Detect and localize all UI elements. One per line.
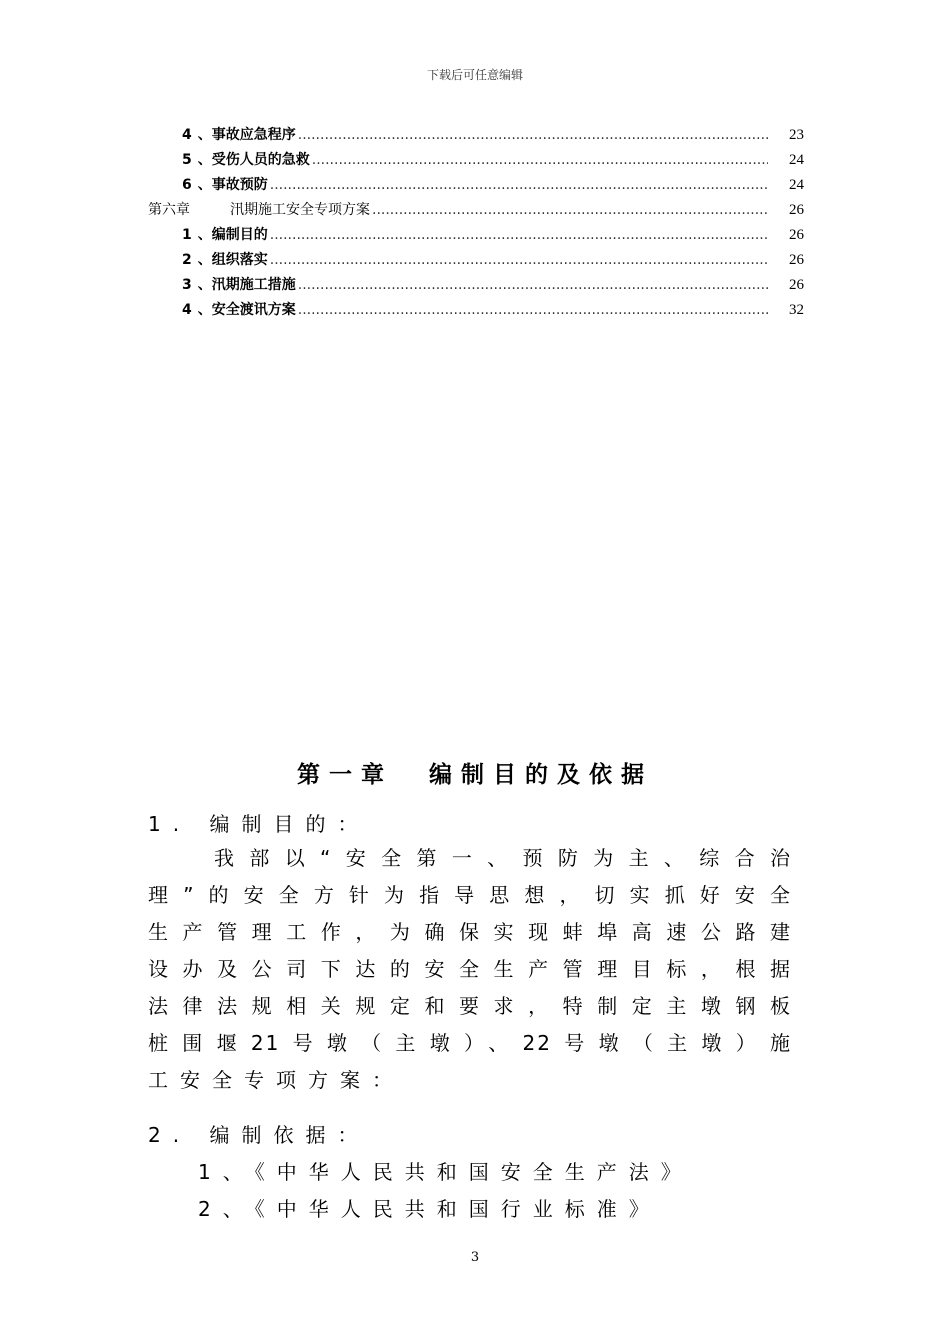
toc-entry-number: 2 bbox=[182, 252, 192, 268]
toc-entry-title: 、组织落实 bbox=[197, 252, 268, 268]
toc-entry-title: 、安全渡讯方案 bbox=[197, 302, 296, 318]
toc-entry-page: 32 bbox=[789, 302, 804, 318]
toc-entry[interactable] bbox=[148, 274, 804, 299]
toc-entry[interactable] bbox=[148, 299, 804, 324]
toc-chapter-label: 第六章 bbox=[148, 202, 190, 218]
chapter-heading bbox=[0, 756, 950, 789]
toc-entry[interactable] bbox=[148, 149, 804, 174]
toc-entry-page: 26 bbox=[789, 227, 804, 243]
toc-leader bbox=[298, 127, 768, 143]
toc-entry-page: 24 bbox=[789, 177, 804, 193]
paragraph-line: 我部以“安全第一、预防为主、综合治 bbox=[214, 846, 792, 870]
toc-entry-number: 6 bbox=[182, 177, 192, 193]
toc-entry[interactable] bbox=[148, 174, 804, 199]
toc-entry-title: 、汛期施工措施 bbox=[197, 277, 296, 293]
toc-entry-number: 4 bbox=[182, 127, 192, 143]
paragraph-line: 法律法规相关规定和要求，特制定主墩钢板 bbox=[148, 994, 792, 1018]
page-header: 下载后可任意编辑 bbox=[426, 68, 523, 82]
section-heading: 1. 编制目的： bbox=[148, 812, 370, 836]
toc-leader bbox=[312, 152, 768, 168]
toc-leader bbox=[270, 252, 768, 268]
toc-entry-number: 5 bbox=[182, 152, 192, 168]
toc-leader bbox=[298, 302, 768, 318]
toc-entry-number: 1 bbox=[182, 227, 192, 243]
page-number: 3 bbox=[470, 1250, 480, 1265]
paragraph-line: 生产管理工作，为确保实现蚌埠高速公路建 bbox=[148, 920, 792, 944]
basis-item: 2、《中华人民共和国行业标准》 bbox=[198, 1197, 661, 1221]
toc-entry-number: 4 bbox=[182, 302, 192, 318]
toc-entry-title: 、事故应急程序 bbox=[197, 127, 296, 143]
paragraph-line: 工安全专项方案： bbox=[148, 1068, 404, 1092]
paragraph-line: 理”的安全方针为指导思想，切实抓好安全 bbox=[148, 883, 792, 907]
paragraph-line: 桩围堰21号墩（主墩）、22号墩（主墩）施 bbox=[148, 1031, 792, 1055]
toc-entry-number: 3 bbox=[182, 277, 192, 293]
chapter-title: 编制目的及依据 bbox=[429, 762, 653, 788]
toc-entry[interactable] bbox=[148, 249, 804, 274]
toc-chapter-entry[interactable] bbox=[148, 199, 804, 224]
toc-leader bbox=[270, 227, 768, 243]
section-heading: 2. 编制依据： bbox=[148, 1123, 370, 1147]
toc-leader bbox=[270, 177, 768, 193]
chapter-label: 第一章 bbox=[297, 762, 393, 788]
basis-item: 1、《中华人民共和国安全生产法》 bbox=[198, 1160, 693, 1184]
toc-entry-page: 26 bbox=[789, 277, 804, 293]
toc-leader bbox=[372, 202, 768, 218]
toc-entry-title: 、受伤人员的急救 bbox=[197, 152, 310, 168]
toc-entry-page: 26 bbox=[789, 202, 804, 218]
toc-leader bbox=[298, 277, 768, 293]
toc-entry-title: 汛期施工安全专项方案 bbox=[230, 202, 370, 218]
toc-entry[interactable] bbox=[148, 224, 804, 249]
toc-entry-title: 、编制目的 bbox=[197, 227, 268, 243]
toc-entry[interactable] bbox=[148, 124, 804, 149]
section-paragraph bbox=[148, 840, 792, 1099]
paragraph-line: 设办及公司下达的安全生产管理目标，根据 bbox=[148, 957, 792, 981]
toc-entry-page: 26 bbox=[789, 252, 804, 268]
toc-entry-page: 23 bbox=[789, 127, 804, 143]
toc-entry-page: 24 bbox=[789, 152, 804, 168]
toc-entry-title: 、事故预防 bbox=[197, 177, 268, 193]
table-of-contents bbox=[148, 124, 804, 324]
